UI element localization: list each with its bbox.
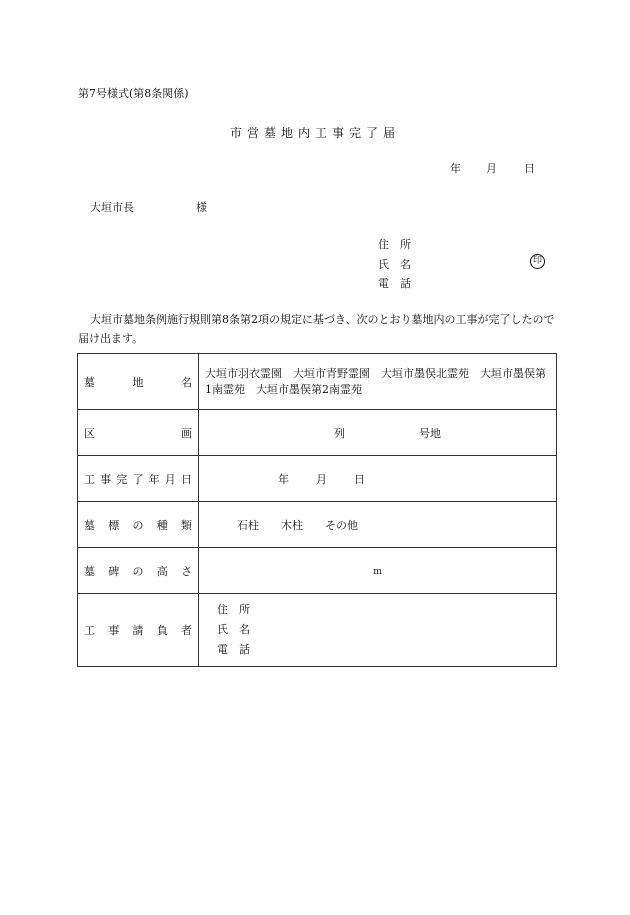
monument-height-value[interactable] xyxy=(199,548,557,594)
date-day: 日 xyxy=(524,162,535,175)
table-row xyxy=(78,548,557,594)
date-year: 年 xyxy=(450,162,461,175)
option-other[interactable]: その他 xyxy=(325,518,358,532)
date-month: 月 xyxy=(486,162,497,175)
table-row xyxy=(78,502,557,548)
plot-value[interactable] xyxy=(199,410,557,456)
body-text: 大垣市墓地条例施行規則第8条第2項の規定に基づき、次のとおり墓地内の工事が完了したので届け出ます。 xyxy=(78,313,555,345)
completion-form-table xyxy=(77,353,557,667)
tombstone-type-label: 墓 標 の 種 類 xyxy=(78,502,199,548)
submission-date xyxy=(450,160,535,176)
applicant-phone-label: 電 話 xyxy=(378,277,411,290)
completion-month: 月 xyxy=(316,472,327,486)
addressee-name: 大垣市長 xyxy=(90,201,134,214)
cemetery-value[interactable]: 大垣市羽衣霊園 大垣市青野霊園 大垣市墨俣北霊苑 大垣市墨俣第1南霊苑 大垣市墨俣第2南霊苑 xyxy=(199,354,557,410)
contractor-phone-label: 電 話 xyxy=(217,643,250,656)
seal-icon: 印 xyxy=(530,254,545,269)
form-number: 第7号様式(第8条関係) xyxy=(78,87,189,100)
page-title: 市営墓地内工事完了届 xyxy=(229,126,400,140)
option-wood-pillar[interactable]: 木柱 xyxy=(281,518,303,532)
monument-height-label: 墓 碑 の 高 さ xyxy=(78,548,199,594)
contractor-name-label: 氏 名 xyxy=(217,623,250,636)
contractor-label: 工 事 請 負 者 xyxy=(78,594,199,667)
option-stone-pillar[interactable]: 石柱 xyxy=(237,518,259,532)
applicant-address-label: 住 所 xyxy=(378,238,411,251)
completion-year: 年 xyxy=(278,472,289,486)
completion-day: 日 xyxy=(354,472,365,486)
table-row xyxy=(78,410,557,456)
cemetery-label: 墓 地 名 xyxy=(78,354,199,410)
contractor-value[interactable] xyxy=(199,594,557,667)
plot-number-label: 号地 xyxy=(419,426,441,440)
tombstone-type-options xyxy=(199,502,557,548)
plot-label: 区 画 xyxy=(78,410,199,456)
addressee-suffix: 様 xyxy=(196,201,207,214)
table-row xyxy=(78,456,557,502)
contractor-address-label: 住 所 xyxy=(217,603,250,616)
applicant-name-label: 氏 名 xyxy=(378,258,411,271)
addressee xyxy=(90,199,207,215)
table-row xyxy=(78,354,557,410)
completion-date-value[interactable] xyxy=(199,456,557,502)
height-unit: m xyxy=(373,567,382,577)
completion-date-label: 工 事 完 了 年 月 日 xyxy=(78,456,199,502)
plot-row-label: 列 xyxy=(334,426,345,440)
table-row xyxy=(78,594,557,667)
